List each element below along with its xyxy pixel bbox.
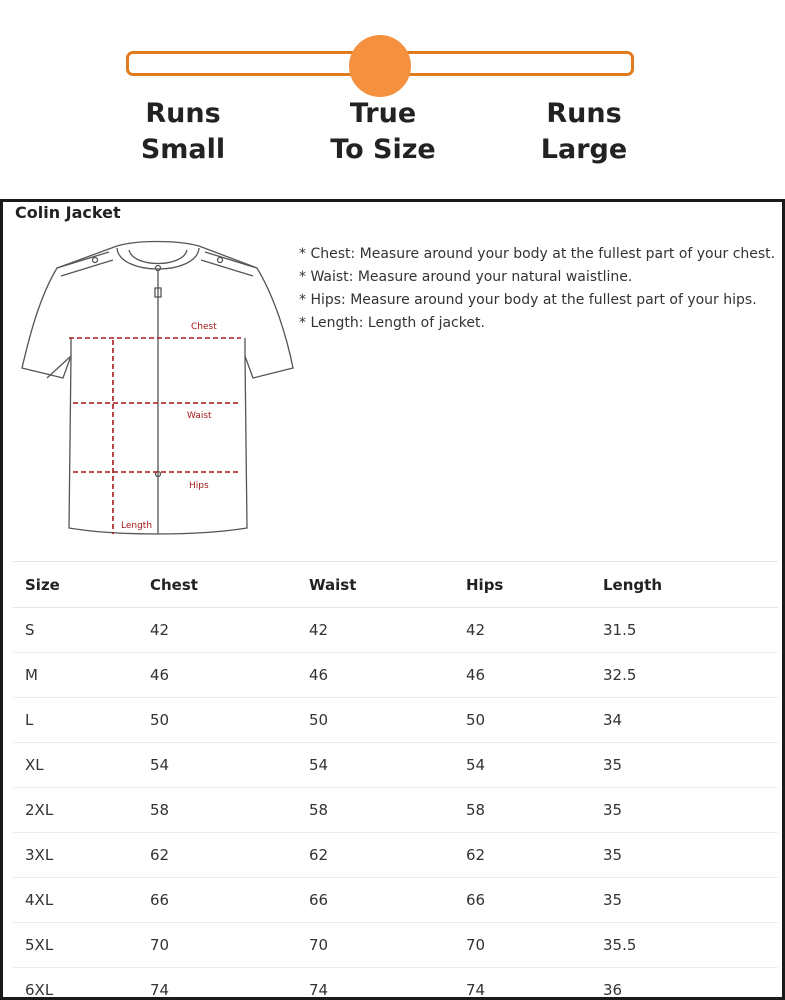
- cell-size: L: [13, 698, 138, 743]
- table-row: [13, 833, 778, 878]
- cell-size: 5XL: [13, 923, 138, 968]
- cell-hips: 74: [454, 968, 591, 1000]
- cell-chest: 74: [138, 968, 297, 1000]
- header-hips: Hips: [454, 562, 591, 608]
- cell-chest: 58: [138, 788, 297, 833]
- cell-hips: 50: [454, 698, 591, 743]
- fit-label-line: True: [349, 98, 417, 129]
- chest-label: Chest: [191, 322, 217, 332]
- measuring-instructions: [299, 243, 784, 335]
- cell-chest: 54: [138, 743, 297, 788]
- hips-label: Hips: [189, 481, 209, 491]
- fit-label-line: To Size: [330, 134, 436, 165]
- table-row: [13, 653, 778, 698]
- header-waist: Waist: [297, 562, 454, 608]
- fit-label-line: Runs: [546, 98, 622, 129]
- cell-chest: 70: [138, 923, 297, 968]
- cell-hips: 70: [454, 923, 591, 968]
- cell-length: 35: [591, 743, 778, 788]
- cell-chest: 62: [138, 833, 297, 878]
- table-header-row: [13, 562, 778, 608]
- table-row: [13, 968, 778, 1000]
- cell-size: 3XL: [13, 833, 138, 878]
- cell-length: 31.5: [591, 608, 778, 653]
- table-row: [13, 608, 778, 653]
- cell-length: 32.5: [591, 653, 778, 698]
- cell-hips: 46: [454, 653, 591, 698]
- table-row: [13, 923, 778, 968]
- cell-chest: 42: [138, 608, 297, 653]
- instruction-hips: * Hips: Measure around your body at the fullest part of your hips.: [299, 292, 757, 308]
- cell-waist: 74: [297, 968, 454, 1000]
- cell-size: 6XL: [13, 968, 138, 1000]
- cell-waist: 54: [297, 743, 454, 788]
- header-size: Size: [13, 562, 138, 608]
- cell-size: 4XL: [13, 878, 138, 923]
- fit-label-line: Small: [140, 134, 226, 165]
- waist-label: Waist: [187, 411, 212, 421]
- cell-chest: 50: [138, 698, 297, 743]
- length-label: Length: [121, 521, 153, 531]
- table-row: [13, 743, 778, 788]
- cell-hips: 66: [454, 878, 591, 923]
- cell-waist: 50: [297, 698, 454, 743]
- header-length: Length: [591, 562, 778, 608]
- cell-size: S: [13, 608, 138, 653]
- fit-scale-indicator: [349, 35, 411, 97]
- cell-chest: 46: [138, 653, 297, 698]
- size-chart-panel: [0, 199, 785, 1000]
- header-chest: Chest: [138, 562, 297, 608]
- cell-waist: 70: [297, 923, 454, 968]
- instruction-chest: * Chest: Measure around your body at the fullest part of your chest.: [299, 246, 776, 262]
- size-table: [13, 561, 778, 1000]
- fit-scale: [0, 0, 785, 190]
- cell-hips: 58: [454, 788, 591, 833]
- cell-waist: 58: [297, 788, 454, 833]
- cell-chest: 66: [138, 878, 297, 923]
- cell-hips: 54: [454, 743, 591, 788]
- cell-hips: 62: [454, 833, 591, 878]
- jacket-measurement-diagram: [17, 238, 297, 548]
- cell-length: 35: [591, 833, 778, 878]
- cell-length: 36: [591, 968, 778, 1000]
- fit-label-runs-large: [484, 96, 684, 168]
- cell-waist: 62: [297, 833, 454, 878]
- cell-size: M: [13, 653, 138, 698]
- instruction-length: * Length: Length of jacket.: [299, 315, 485, 331]
- product-title: Colin Jacket: [15, 203, 121, 222]
- table-row: [13, 878, 778, 923]
- table-row: [13, 698, 778, 743]
- fit-label-line: Large: [540, 134, 628, 165]
- table-row: [13, 788, 778, 833]
- cell-length: 35: [591, 788, 778, 833]
- fit-label-true-to-size: [283, 96, 483, 168]
- cell-hips: 42: [454, 608, 591, 653]
- fit-label-line: Runs: [145, 98, 221, 129]
- cell-size: 2XL: [13, 788, 138, 833]
- cell-size: XL: [13, 743, 138, 788]
- cell-length: 35: [591, 878, 778, 923]
- cell-waist: 46: [297, 653, 454, 698]
- cell-waist: 42: [297, 608, 454, 653]
- cell-length: 35.5: [591, 923, 778, 968]
- cell-length: 34: [591, 698, 778, 743]
- fit-label-runs-small: [83, 96, 283, 168]
- instruction-waist: * Waist: Measure around your natural waistline.: [299, 269, 633, 285]
- cell-waist: 66: [297, 878, 454, 923]
